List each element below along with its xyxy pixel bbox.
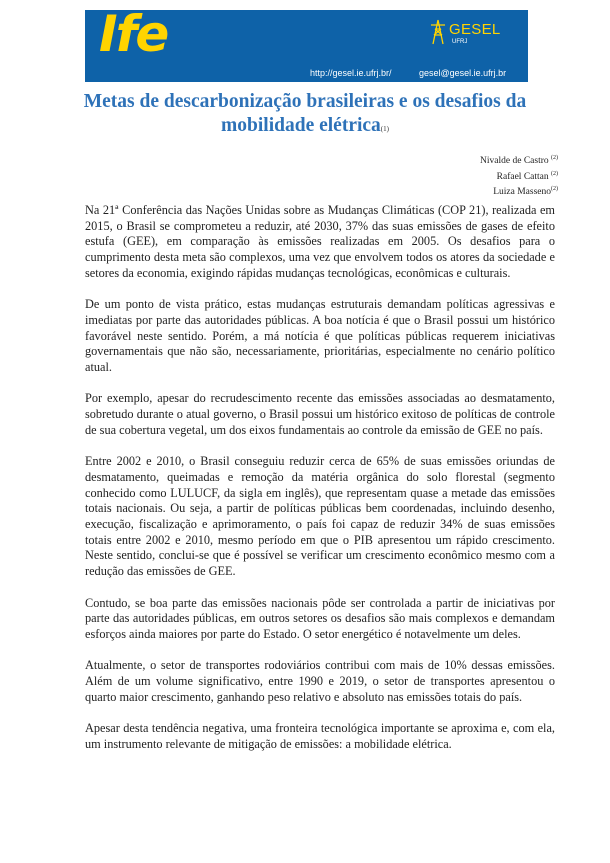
gesel-name: GESEL [449, 21, 501, 38]
paragraph: Apesar desta tendência negativa, uma fronteira tecnológica importante se aproxima e, com ela, um instrumento relevante de mitigação de emissões: a mobilidade elétrica. [85, 721, 555, 751]
author: Luiza Masseno$^{(2)}$ [493, 186, 558, 198]
article-body [85, 203, 555, 768]
paragraph: Atualmente, o setor de transportes rodoviários contribui com mais de 10% dessas emissões. Além de um volume significativo, entre 1990 e 2019, o setor de transportes apresentou o quarto maior crescimento, ganhando peso relativo e absoluto nas emissões totais do país. [85, 658, 555, 704]
author: Rafael Cattan $^{(2)}$ [496, 170, 558, 182]
ife-logo: Ife [99, 5, 168, 63]
title-footnote-mark: (1) [380, 125, 389, 133]
gesel-logo [429, 19, 519, 51]
article-title-text: Metas de descarbonização brasileiras e os desafios da mobilidade elétrica [83, 91, 527, 136]
paragraph: De um ponto de vista prático, estas mudanças estruturais demandam políticas agressivas e imediatas por parte das autoridades públicas. A boa notícia é que o Brasil possui um histórico favorável neste sentido. Porém, a má notícia é que políticas públicas requerem iniciativas governamentais que não são, necessariamente, prioritárias, especialmente no cenário político atual. [85, 297, 555, 375]
author: Nivalde de Castro $^{(2)}$ [480, 155, 558, 167]
paragraph: Por exemplo, apesar do recrudescimento recente das emissões associadas ao desmatamento, sobretudo durante o atual governo, o Brasil possui um histórico exitoso de políticas de controle de sua cobertura vegetal, um dos eixos fundamentais ao controle da emissão de GEE no país. [85, 391, 555, 437]
transmission-tower-icon [429, 19, 447, 45]
paragraph: Na 21ª Conferência das Nações Unidas sobre as Mudanças Climáticas (COP 21), realizada em 2015, o Brasil se comprometeu a reduzir, até 2030, 37% das suas emissões de gases de efeito estufa (GEE), em comparação às emissões realizadas em 2005. Os desafios para o cumprimento desta meta são complexos, uma vez que envolvem todos os atores da sociedade e setores da economia, exigindo rápidas mudanças tecnológicas, econômicas e culturais. [85, 203, 555, 280]
article-title [70, 90, 540, 141]
author-list [480, 152, 558, 199]
header-banner [85, 5, 528, 82]
website-link[interactable]: http://gesel.ie.ufrj.br/ [310, 68, 392, 78]
email-link[interactable]: gesel@gesel.ie.ufrj.br [419, 68, 507, 78]
paragraph: Contudo, se boa parte das emissões nacionais pôde ser controlada a partir de iniciativas por parte das autoridades públicas, em outros setores os desafios são mais complexos e demandam esforços ainda maiores por parte do Estado. O setor energético é notavelmente um deles. [85, 595, 555, 641]
gesel-subtitle: UFRJ [452, 39, 468, 45]
paragraph: Entre 2002 e 2010, o Brasil conseguiu reduzir cerca de 65% de suas emissões oriundas de desmatamento, queimadas e remoção da matéria orgânica do solo florestal (segmento conhecido como LULUCF, da sigla em inglês), que representam quase a metade das emissões totais nacionais. Ou seja, a partir de políticas públicas bem coordenadas, incluindo desenho, execução, fiscalização e aprimoramento, o país foi capaz de reduzir 34% de suas emissões totais entre 2002 e 2010, mesmo período em que o PIB apresentou um rápido crescimento. Neste sentido, conclui-se que é possível se verificar um crescimento econômico mesmo com a redução das emissões de GEE. [85, 454, 555, 579]
